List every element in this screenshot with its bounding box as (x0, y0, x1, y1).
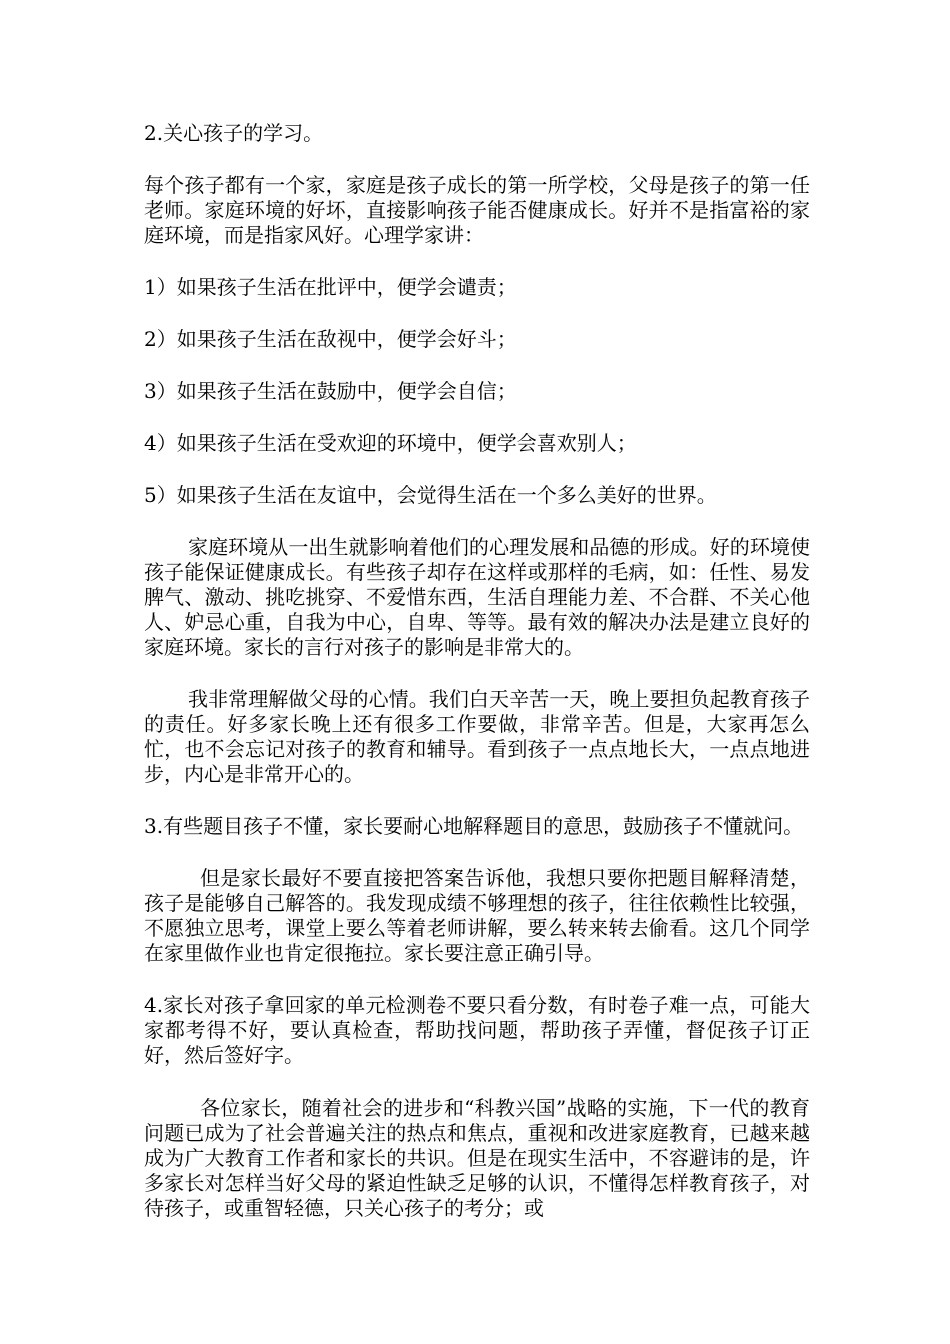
section-heading-4: 4.家长对孩子拿回家的单元检测卷不要只看分数，有时卷子难一点，可能大家都考得不好，要认真检查，帮助找问题，帮助孩子弄懂，督促孩子订正好，然后签好字。 (144, 993, 810, 1067)
section-heading-3: 3.有些题目孩子不懂，家长要耐心地解释题目的意思，鼓励孩子不懂就问。 (144, 814, 804, 838)
paragraph-social-progress: 各位家长，随着社会的进步和“科教兴国”战略的实施，下一代的教育问题已成为了社会普遍关注的热点和焦点，重视和改进家庭教育，已越来越成为广大教育工作者和家长的共识。但是在现实生活中，不容避讳的是，许多家长对怎样当好父母的紧迫性缺乏足够的认识，不懂得怎样教育孩子，对待孩子，或重智轻德，只关心孩子的考分；或 (144, 1096, 810, 1220)
list-item-3: 3）如果孩子生活在鼓励中，便学会自信； (144, 379, 517, 403)
list-item-4: 4）如果孩子生活在受欢迎的环境中，便学会喜欢别人； (144, 431, 637, 455)
paragraph-environment-influence: 家庭环境从一出生就影响着他们的心理发展和品德的形成。好的环境使孩子能保证健康成长。有些孩子却存在这样或那样的毛病，如：任性、易发脾气、激动、挑吃挑穿、不爱惜东西，生活自理能力差、不合群、不关心他人、妒忌心重，自我为中心，自卑、等等。最有效的解决办法是建立良好的家庭环境。家长的言行对孩子的影响是非常大的。 (144, 535, 810, 659)
paragraph-parents-feelings: 我非常理解做父母的心情。我们白天辛苦一天，晚上要担负起教育孩子的责任。好多家长晚上还有很多工作要做，非常辛苦。但是，大家再怎么忙，也不会忘记对孩子的教育和辅导。看到孩子一点点地长大，一点点地进步，内心是非常开心的。 (144, 687, 810, 786)
list-item-1: 1）如果孩子生活在批评中，便学会谴责； (144, 275, 517, 299)
list-item-2: 2）如果孩子生活在敌视中，便学会好斗； (144, 327, 517, 351)
section-heading-2: 2.关心孩子的学习。 (144, 121, 324, 145)
paragraph-do-not-give-answers: 但是家长最好不要直接把答案告诉他，我想只要你把题目解释清楚，孩子是能够自己解答的。我发现成绩不够理想的孩子，往往依赖性比较强，不愿独立思考，课堂上要么等着老师讲解，要么转来转去偷看。这几个同学在家里做作业也肯定很拖拉。家长要注意正确引导。 (144, 866, 810, 965)
list-item-5: 5）如果孩子生活在友谊中，会觉得生活在一个多么美好的世界。 (144, 483, 717, 507)
document-body (144, 121, 810, 1248)
paragraph-home-environment: 每个孩子都有一个家，家庭是孩子成长的第一所学校，父母是孩子的第一任老师。家庭环境的好坏，直接影响孩子能否健康成长。好并不是指富裕的家庭环境，而是指家风好。心理学家讲： (144, 173, 810, 247)
